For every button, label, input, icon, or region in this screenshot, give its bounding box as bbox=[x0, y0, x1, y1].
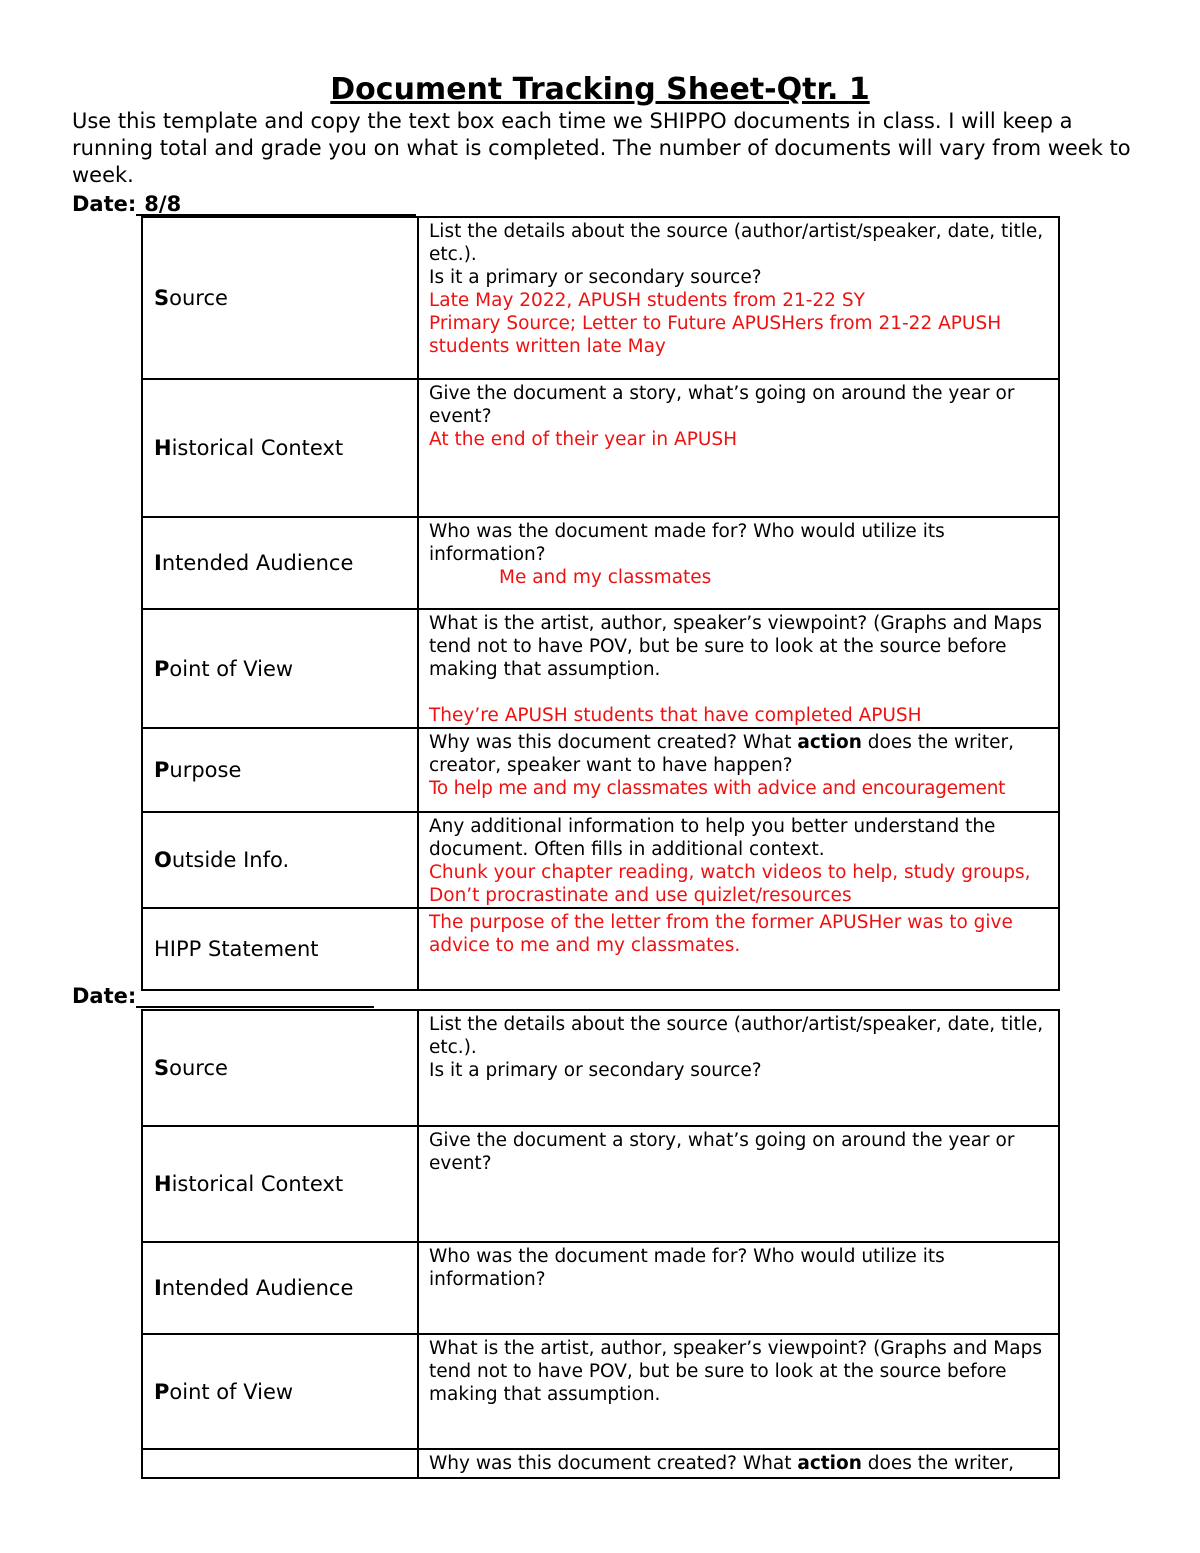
table-row-audience bbox=[142, 517, 1059, 609]
page-title: Document Tracking Sheet-Qtr. 1 bbox=[330, 72, 870, 107]
date-line-2 bbox=[72, 984, 374, 1008]
table-row-historical bbox=[142, 1126, 1059, 1242]
instructions-text: Use this template and copy the text box each time we SHIPPO documents in class. I will keep a running total and grade you on what is completed. The number of documents will vary from week to week. bbox=[72, 109, 1131, 187]
blank-line bbox=[429, 681, 1048, 704]
tracking-table-1 bbox=[141, 216, 1060, 991]
table-row-audience bbox=[142, 1242, 1059, 1334]
table-row-historical bbox=[142, 379, 1059, 517]
date-line-1 bbox=[72, 192, 416, 216]
table-row-hipp bbox=[142, 908, 1059, 990]
row-label-source: Source bbox=[142, 1010, 418, 1126]
table-row-pov bbox=[142, 1334, 1059, 1449]
historical-cell[interactable] bbox=[418, 379, 1059, 517]
outside-prompt: Any additional information to help you better understand the document. Often fills in additional context. bbox=[429, 816, 996, 860]
row-label-hipp: HIPP Statement bbox=[142, 908, 418, 990]
row-label-pov: Point of View bbox=[142, 1334, 418, 1449]
date-value-field[interactable]: 8/8 bbox=[136, 192, 416, 216]
row-label-outside: Outside Info. bbox=[142, 812, 418, 908]
table-row-outside bbox=[142, 812, 1059, 908]
table-row-purpose bbox=[142, 1449, 1059, 1478]
row-label-pov: Point of View bbox=[142, 609, 418, 728]
table-row-purpose bbox=[142, 728, 1059, 812]
purpose-cell[interactable] bbox=[418, 728, 1059, 812]
date-label: Date: bbox=[72, 984, 137, 1008]
row-label-historical: Historical Context bbox=[142, 1126, 418, 1242]
historical-prompt: Give the document a story, what’s going on around the year or event? bbox=[429, 1130, 1015, 1174]
pov-prompt: What is the artist, author, speaker’s viewpoint? (Graphs and Maps tend not to have POV, but be sure to look at the source before making that assumption. bbox=[429, 1338, 1042, 1405]
outside-answer: Chunk your chapter reading, watch videos to help, study groups, Don’t procrastinate and use quizlet/resources bbox=[429, 862, 1031, 906]
date-value-field[interactable] bbox=[136, 984, 374, 1008]
source-prompt: List the details about the source (author/artist/speaker, date, title, etc.). bbox=[429, 1014, 1044, 1058]
outside-cell[interactable] bbox=[418, 812, 1059, 908]
source-prompt: List the details about the source (author/artist/speaker, date, title, etc.). bbox=[429, 221, 1044, 265]
pov-answer: They’re APUSH students that have completed APUSH bbox=[429, 705, 922, 726]
source-cell[interactable] bbox=[418, 217, 1059, 379]
source-prompt-2: Is it a primary or secondary source? bbox=[429, 1060, 762, 1081]
audience-cell[interactable] bbox=[418, 517, 1059, 609]
pov-prompt: What is the artist, author, speaker’s viewpoint? (Graphs and Maps tend not to have POV, but be sure to look at the source before making that assumption. bbox=[429, 613, 1042, 680]
row-label-purpose: Purpose bbox=[142, 728, 418, 812]
pov-cell[interactable] bbox=[418, 609, 1059, 728]
hipp-cell[interactable] bbox=[418, 908, 1059, 990]
row-label-historical: Historical Context bbox=[142, 379, 418, 517]
tracking-table-2 bbox=[141, 1009, 1060, 1479]
source-prompt-2: Is it a primary or secondary source? bbox=[429, 267, 762, 288]
purpose-answer: To help me and my classmates with advice and encouragement bbox=[429, 778, 1006, 799]
table-row-source bbox=[142, 217, 1059, 379]
historical-cell[interactable] bbox=[418, 1126, 1059, 1242]
row-label-audience: Intended Audience bbox=[142, 1242, 418, 1334]
table-row-pov bbox=[142, 609, 1059, 728]
purpose-prompt: Why was this document created? What action does the writer, creator, speaker want to have happen? bbox=[429, 732, 1014, 776]
hipp-answer: The purpose of the letter from the former APUSHer was to give advice to me and my classmates. bbox=[429, 912, 1013, 956]
audience-cell[interactable] bbox=[418, 1242, 1059, 1334]
pov-cell[interactable] bbox=[418, 1334, 1059, 1449]
audience-prompt: Who was the document made for? Who would utilize its information? bbox=[429, 1246, 945, 1290]
source-answer: Late May 2022, APUSH students from 21-22 SY bbox=[429, 290, 865, 311]
audience-prompt: Who was the document made for? Who would utilize its information? bbox=[429, 521, 945, 565]
source-answer-2: Primary Source; Letter to Future APUSHers from 21-22 APUSH students written late May bbox=[429, 313, 1002, 357]
purpose-cell[interactable] bbox=[418, 1449, 1059, 1478]
audience-answer: Me and my classmates bbox=[499, 567, 712, 588]
row-label-source: Source bbox=[142, 217, 418, 379]
date-label: Date: bbox=[72, 192, 137, 216]
row-label-purpose bbox=[142, 1449, 418, 1478]
historical-answer: At the end of their year in APUSH bbox=[429, 429, 738, 450]
source-cell[interactable] bbox=[418, 1010, 1059, 1126]
table-row-source bbox=[142, 1010, 1059, 1126]
historical-prompt: Give the document a story, what’s going on around the year or event? bbox=[429, 383, 1015, 427]
purpose-prompt: Why was this document created? What action does the writer, bbox=[429, 1453, 1014, 1474]
row-label-audience: Intended Audience bbox=[142, 517, 418, 609]
